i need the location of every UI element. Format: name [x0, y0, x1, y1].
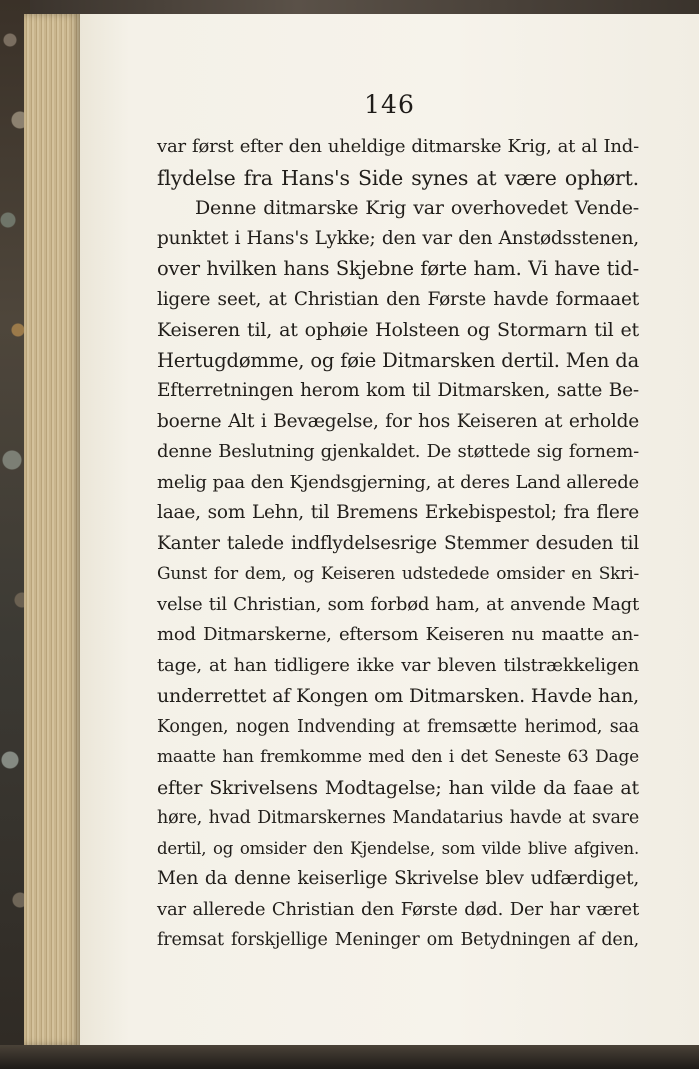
text-line: dertil, og omsider den Kjendelse, som vilde blive afgiven.	[157, 838, 639, 858]
text-line: Efterretningen herom kom til Ditmarsken, satte Be-	[157, 380, 639, 401]
text-line: fremsat forskjellige Meninger om Betydningen af den,	[157, 930, 639, 950]
text-line: mod Ditmarskerne, eftersom Keiseren nu maatte an-	[157, 624, 639, 645]
text-line: Men da denne keiserlige Skrivelse blev udfærdiget,	[157, 868, 639, 889]
text-line: Denne ditmarske Krig var overhovedet Vende-	[195, 197, 639, 219]
text-line: ligere seet, at Christian den Første havde formaaet	[157, 288, 639, 310]
text-line: maatte han fremkomme med den i det Seneste 63 Dage	[157, 747, 639, 767]
body-text	[157, 132, 639, 956]
text-line: Kongen, nogen Indvending at fremsætte herimod, saa	[157, 716, 639, 737]
page-edges	[24, 14, 82, 1045]
text-line: punktet i Hans's Lykke; den var den Anstødsstenen,	[157, 227, 639, 249]
text-line: laae, som Lehn, til Bremens Erkebispestol; fra flere	[157, 502, 639, 523]
text-line: Kanter talede indflydelsesrige Stemmer desuden til	[157, 532, 639, 554]
text-line: Keiseren til, at ophøie Holsteen og Stormarn til et	[157, 319, 639, 341]
book-bottom-edge	[0, 1045, 699, 1069]
text-line: efter Skrivelsens Modtagelse; han vilde da faae at	[157, 776, 639, 799]
text-line: boerne Alt i Bevægelse, for hos Keiseren at erholde	[157, 410, 639, 432]
text-line: var allerede Christian den Første død. Der har været	[157, 898, 639, 920]
book-page	[80, 14, 699, 1045]
text-line: melig paa den Kjendsgjerning, at deres Land allerede	[157, 471, 639, 493]
text-line: Hertugdømme, og føie Ditmarsken dertil. Men da	[157, 348, 639, 372]
book-top-edge	[30, 0, 699, 14]
text-line: var først efter den uheldige ditmarske Krig, at al Ind-	[157, 136, 639, 157]
text-line: tage, at han tidligere ikke var bleven tilstrækkeligen	[157, 654, 639, 676]
text-line: over hvilken hans Skjebne førte ham. Vi have tid-	[157, 257, 639, 280]
text-line: velse til Christian, som forbød ham, at anvende Magt	[157, 593, 639, 615]
page-number: 146	[364, 90, 415, 119]
text-line: Gunst for dem, og Keiseren udstedede omsider en Skri-	[157, 564, 639, 584]
text-line: høre, hvad Ditmarskernes Mandatarius havde at svare	[157, 808, 639, 828]
text-line: denne Beslutning gjenkaldet. De støttede sig fornem-	[157, 441, 639, 462]
text-line: flydelse fra Hans's Side synes at være ophørt.	[157, 165, 639, 190]
text-line: underrettet af Kongen om Ditmarsken. Havde han,	[157, 685, 639, 707]
